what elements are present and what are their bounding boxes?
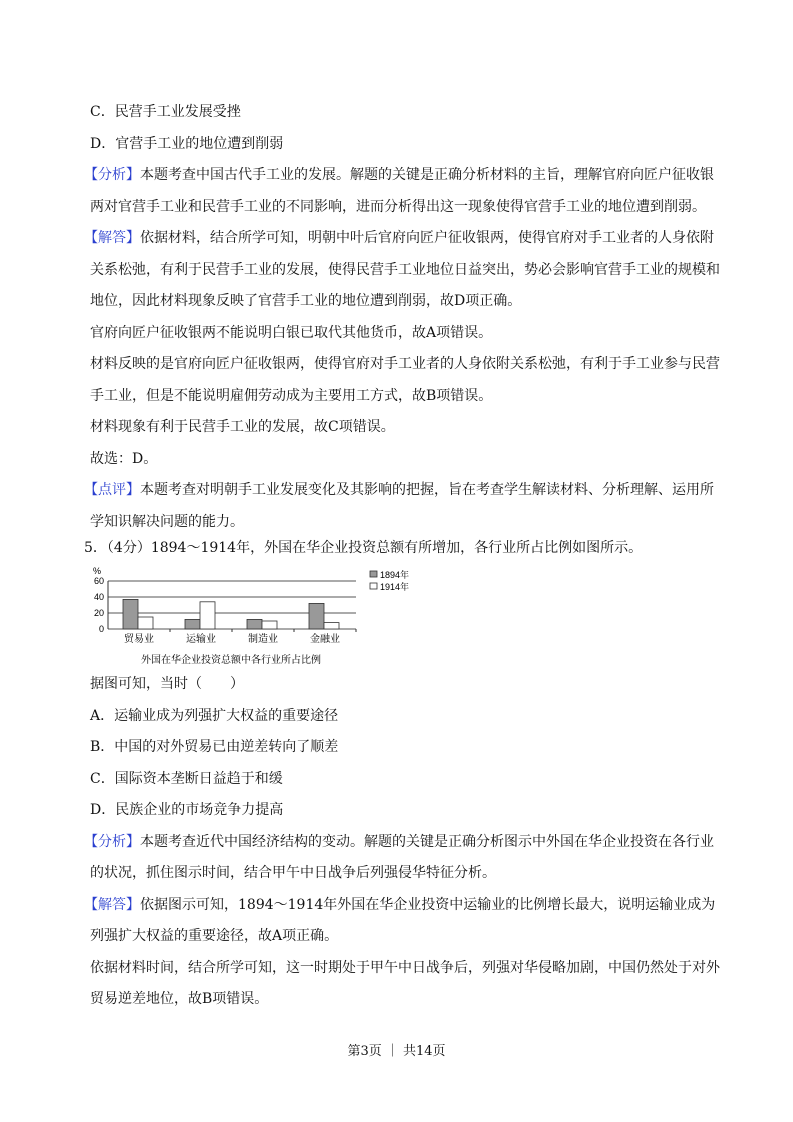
- answer-tag: 【解答】: [84, 896, 140, 913]
- bar-1914年-制造业: [262, 621, 277, 629]
- y-tick-label: 0: [98, 624, 104, 634]
- option-c: C．民营手工业发展受挫: [90, 104, 241, 120]
- analysis-tag: 【分析】: [84, 167, 140, 183]
- answer-tag: 【解答】: [84, 230, 140, 246]
- answer-text: 依据图示可知，1894～1914年外国在华企业投资中运输业的比例增长最大，说明运输业成为列强扩大权益的重要途径，故A项正确。: [90, 896, 716, 944]
- question-5-stem: 5．（4分）1894～1914年，外国在华企业投资总额有所增加，各行业所占比例如图所示。: [84, 540, 643, 556]
- explanation-c: 材料现象有利于民营手工业的发展，故C项错误。: [90, 419, 395, 435]
- analysis-tag: 【分析】: [84, 833, 140, 850]
- legend-swatch: [370, 571, 377, 577]
- option-d: D．民族企业的市场竞争力提高: [90, 802, 284, 818]
- analysis: [84, 827, 724, 890]
- analysis-text: 本题考查近代中国经济结构的变动。解题的关键是正确分析图示中外国在华企业投资在各行业的状况，抓住图示时间，结合甲午中日战争后列强侵华特征分析。: [90, 833, 714, 881]
- bar-1894年-贸易业: [123, 599, 138, 629]
- legend-label: 1894年: [380, 570, 410, 580]
- bar-1914年-贸易业: [138, 617, 153, 629]
- option-c: C．国际资本垄断日益趋于和缓: [90, 770, 283, 787]
- y-tick-label: 40: [93, 592, 104, 602]
- explanation-b: 材料反映的是官府向匠户征收银两，使得官府对手工业者的人身依附关系松弛，有利于手工业参与民营手工业，但是不能说明雇佣劳动成为主要用工方式，故B项错误。: [90, 356, 720, 404]
- bar-1894年-制造业: [247, 619, 262, 629]
- bar-1914年-运输业: [200, 602, 215, 629]
- answer-text: 依据材料，结合所学可知，明朝中叶后官府向匠户征收银两，使得官府对手工业者的人身依附关系松弛，有利于民营手工业的发展，使得民营手工业地位日益突出，势必会影响官营手工业的规模和地位，因此材料现象反映了官营手工业的地位遭到削弱，故D项正确。: [90, 230, 720, 309]
- comment-tag: 【点评】: [84, 482, 140, 498]
- bar-chart: [85, 560, 425, 670]
- legend-label: 1914年: [380, 582, 410, 592]
- analysis: [84, 160, 724, 223]
- answer: [84, 223, 724, 318]
- y-axis-label: %: [93, 566, 102, 576]
- answer: [84, 890, 724, 953]
- choice: 故选：D。: [90, 450, 158, 467]
- bar-1914年-金融业: [324, 623, 339, 629]
- explanation-a: 官府向匠户征收银两不能说明白银已取代其他货币，故A项错误。: [90, 324, 493, 341]
- option-b: B．中国的对外贸易已由逆差转向了顺差: [90, 739, 339, 755]
- comment: [84, 475, 724, 538]
- x-tick-label: 金融业: [310, 634, 340, 645]
- page-footer: 第3页 ｜ 共14页: [347, 1044, 446, 1059]
- chart-title: 外国在华企业投资总额中各行业所占比例: [141, 655, 321, 666]
- legend-swatch: [370, 583, 377, 589]
- x-tick-label: 制造业: [248, 634, 278, 645]
- x-tick-label: 贸易业: [124, 634, 154, 645]
- prompt: 据图可知，当时（ ）: [90, 676, 244, 692]
- bar-1894年-金融业: [309, 603, 324, 629]
- previous-answer-block: [84, 97, 724, 538]
- y-tick-label: 20: [93, 608, 104, 618]
- option-a: A．运输业成为列强扩大权益的重要途径: [90, 707, 339, 724]
- question-5-body: [84, 669, 724, 1016]
- comment-text: 本题考查对明朝手工业发展变化及其影响的把握，旨在考查学生解读材料、分析理解、运用所学知识解决问题的能力。: [90, 482, 714, 530]
- explanation-b: 依据材料时间，结合所学可知，这一时期处于甲午中日战争后，列强对华侵略加剧，中国仍然处于对外贸易逆差地位，故B项错误。: [90, 959, 720, 1007]
- option-d: D．官营手工业的地位遭到削弱: [90, 135, 284, 152]
- analysis-text: 本题考查中国古代手工业的发展。解题的关键是正确分析材料的主旨，理解官府向匠户征收银两对官营手工业和民营手工业的不同影响，进而分析得出这一现象使得官营手工业的地位遭到削弱。: [90, 167, 714, 215]
- y-tick-label: 60: [93, 576, 104, 586]
- x-tick-label: 运输业: [186, 634, 216, 645]
- bar-1894年-运输业: [185, 619, 200, 629]
